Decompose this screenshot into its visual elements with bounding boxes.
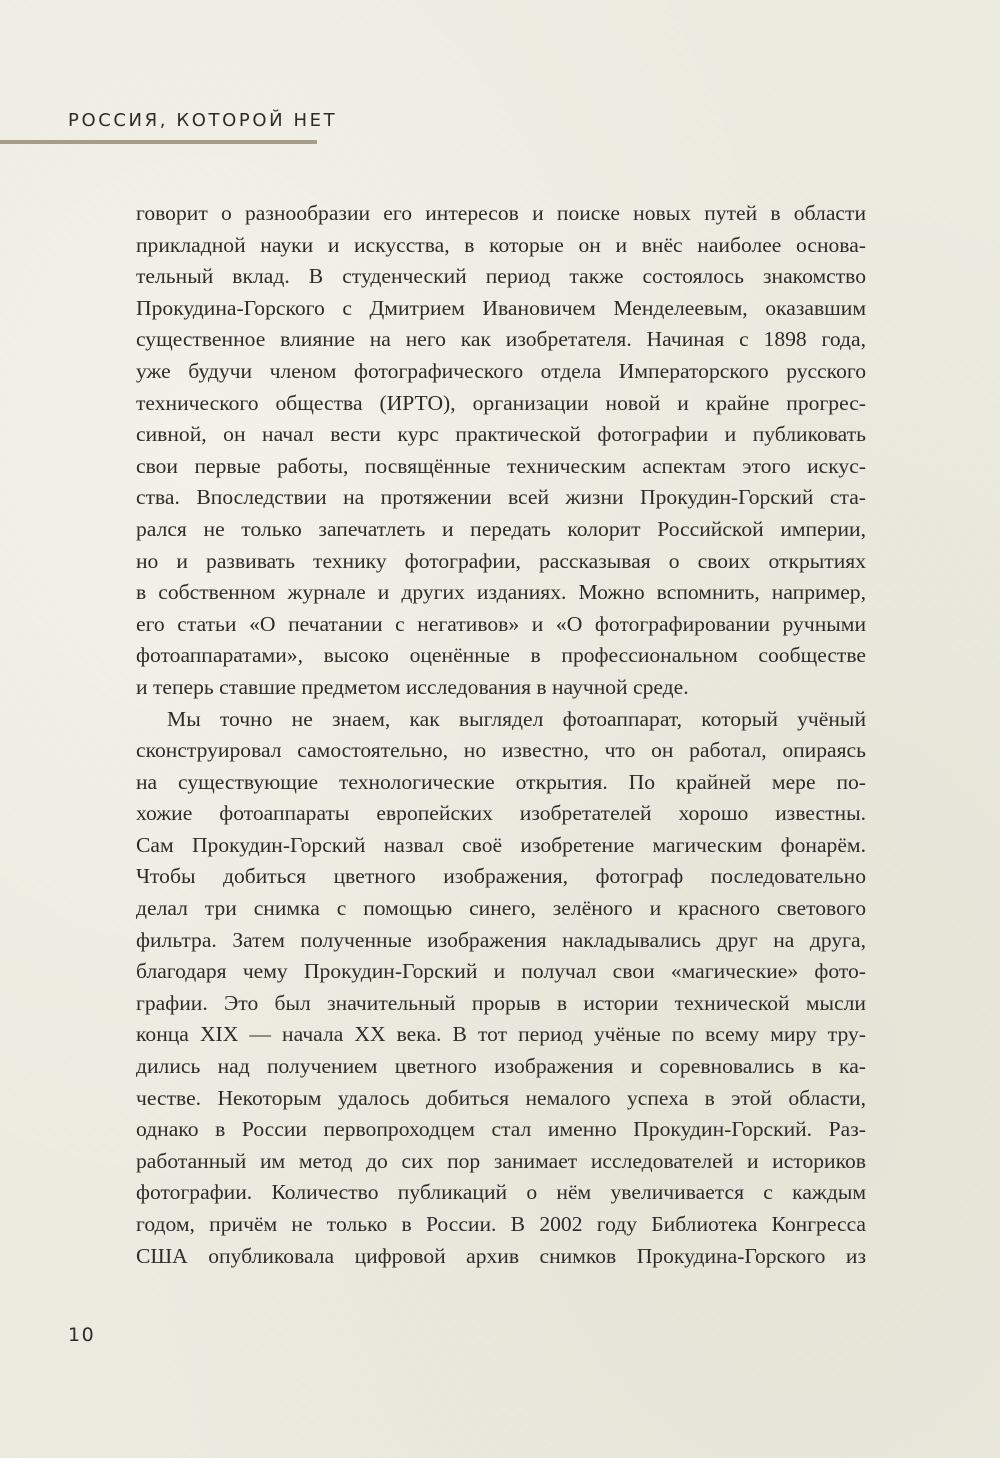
running-head: РОССИЯ, КОТОРОЙ НЕТ [68, 110, 338, 131]
text-line: существенное влияние на него как изобретателя. Начиная с 1898 года, [136, 327, 866, 352]
text-line: но и развивать технику фотографии, рассказывая о своих открытиях [136, 548, 866, 573]
text-line: Мы точно не знаем, как выглядел фотоаппарат, который учёный [167, 706, 866, 731]
text-line: годом, причём не только в России. В 2002 году Библиотека Конгресса [136, 1212, 866, 1236]
text-line: Сам Прокудин-Горский назвал своё изобретение магическим фонарём. [136, 832, 866, 857]
paragraph-1 [136, 198, 866, 704]
text-line: в собственном журнале и других изданиях. Можно вспомнить, например, [136, 580, 866, 605]
text-line: уже будучи членом фотографического отдела Императорского русского [136, 358, 866, 383]
text-line: делал три снимка с помощью синего, зелёного и красного светового [136, 896, 866, 921]
text-line: США опубликовала цифровой архив снимков Прокудина-Горского из [136, 1243, 866, 1268]
paragraph-2 [136, 704, 866, 1273]
text-line: дились над получением цветного изображения и соревновались в ка- [136, 1054, 866, 1079]
running-head-rule [0, 140, 317, 144]
text-line: свои первые работы, посвящённые техническим аспектам этого искус- [136, 453, 866, 478]
text-line: хожие фотоаппараты европейских изобретателей хорошо известны. [136, 801, 866, 826]
text-line: благодаря чему Прокудин-Горский и получал свои «магические» фото- [136, 959, 866, 984]
text-line: технического общества (ИРТО), организации новой и крайне прогрес- [136, 390, 866, 415]
text-line: сивной, он начал вести курс практической фотографии и публиковать [136, 422, 866, 447]
text-line: работанный им метод до сих пор занимает исследователей и историков [136, 1148, 866, 1173]
text-line: ства. Впоследствии на протяжении всей жизни Прокудин-Горский ста- [136, 485, 866, 510]
text-line: честве. Некоторым удалось добиться немалого успеха в этой области, [136, 1085, 866, 1110]
text-line: графии. Это был значительный прорыв в истории технической мысли [136, 990, 866, 1015]
page-number: 10 [68, 1324, 96, 1346]
text-line: на существующие технологические открытия. По крайней мере по- [136, 769, 866, 794]
text-line: конца XIX — начала XX века. В тот период учёные по всему миру тру- [136, 1022, 866, 1047]
text-line: фотографии. Количество публикаций о нём увеличивается с каждым [136, 1180, 866, 1205]
text-line: Чтобы добиться цветного изображения, фотограф последовательно [136, 864, 866, 889]
text-line: Прокудина-Горского с Дмитрием Ивановичем Менделеевым, оказавшим [136, 295, 866, 320]
text-line: фильтра. Затем полученные изображения накладывались друг на друга, [136, 927, 866, 952]
text-line: однако в России первопроходцем стал именно Прокудин-Горский. Раз- [136, 1117, 866, 1142]
text-line: рался не только запечатлеть и передать колорит Российской империи, [136, 516, 866, 541]
text-line: тельный вклад. В студенческий период также состоялось знакомство [136, 264, 866, 289]
text-line: прикладной науки и искусства, в которые он и внёс наиболее основа- [136, 232, 866, 257]
text-line: его статьи «О печатании с негативов» и «О фотографировании ручными [136, 611, 866, 636]
text-line: сконструировал самостоятельно, но известно, что он работал, опираясь [136, 738, 866, 763]
text-line: фотоаппаратами», высоко оценённые в профессиональном сообществе [136, 643, 866, 668]
body-text [136, 198, 866, 1272]
text-line: говорит о разнообразии его интересов и поиске новых путей в области [136, 201, 866, 225]
text-line: и теперь ставшие предметом исследования в научной среде. [136, 674, 689, 699]
